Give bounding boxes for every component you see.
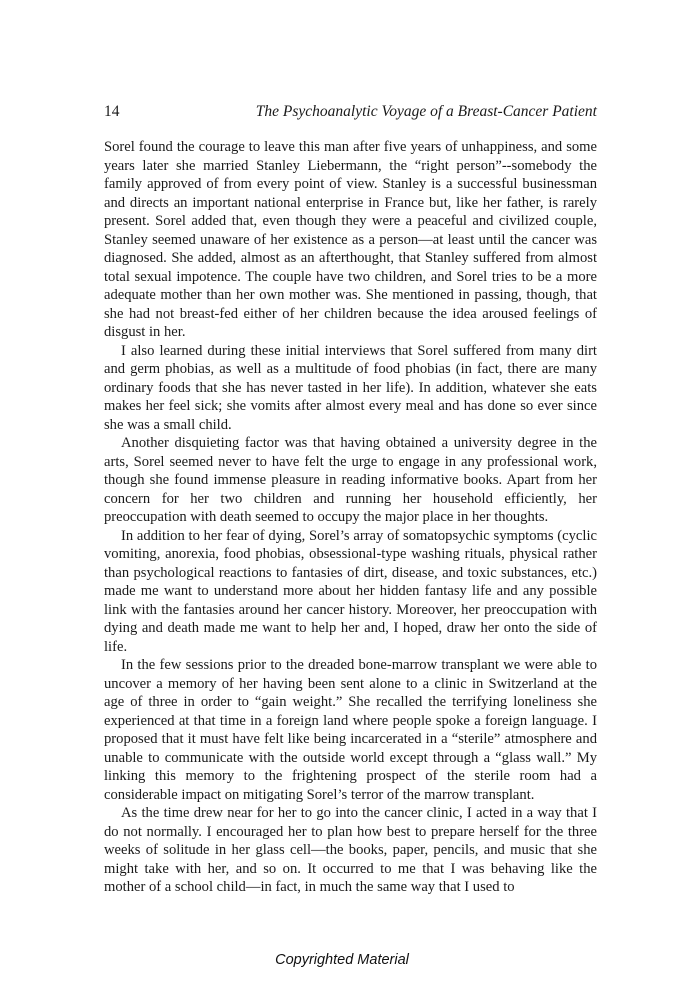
copyright-footer: Copyrighted Material	[275, 952, 409, 968]
paragraph-continued: Sorel found the courage to leave this man after five years of unhappiness, and some years later she married Stanley Liebermann, the “right person”--somebody the family approved of from every point of view. Stanley is a successful businessman and directs an important national enterprise in France but, like her father, is rarely present. Sorel added that, even though they were a peaceful and civilized couple, Stanley seemed unaware of her existence as a person—at least until the cancer was diagnosed. She added, almost as an afterthought, that Stanley suffered from almost total sexual impotence. The couple have two children, and Sorel tries to be a more adequate mother than her own mother was. She mentioned in passing, though, that she had not breast-fed either of her children because the idea aroused feelings of disgust in her.	[104, 139, 597, 340]
running-title: The Psychoanalytic Voyage of a Breast-Cancer Patient	[255, 103, 597, 120]
paragraph: I also learned during these initial interviews that Sorel suffered from many dirt and germ phobias, as well as a multitude of food phobias (in fact, there are many ordinary foods that she has never tasted in her life). In addition, whatever she eats makes her feel sick; she vomits after almost every meal and has done so ever since she was a small child.	[104, 342, 597, 433]
paragraph: In the few sessions prior to the dreaded bone-marrow transplant we were able to uncover a memory of her having been sent alone to a clinic in Switzerland at the age of three in order to “gain weight.” She recalled the terrifying loneliness she experienced at that time in a foreign land where people spoke a foreign language. I proposed that it must have felt like being incarcerated in a “sterile” atmosphere and unable to communicate with the outside world except through a “glass wall.” My linking this memory to the frightening prospect of the sterile room had a considerable impact on mitigating Sorel’s terror of the marrow transplant.	[104, 657, 597, 803]
paragraph: Another disquieting factor was that having obtained a university degree in the arts, Sorel seemed never to have felt the urge to engage in any professional work, though she found immense pleasure in reading informative books. Apart from her concern for her two children and running her household efficiently, her preoccupation with death seemed to occupy the major place in her thoughts.	[104, 435, 597, 525]
running-header	[104, 101, 597, 123]
paragraph: As the time drew near for her to go into the cancer clinic, I acted in a way that I do not normally. I encouraged her to plan how best to prepare herself for the three weeks of solitude in her glass cell—the books, paper, pencils, and music that she might take with her, and so on. It occurred to me that I was behaving like the mother of a school child—in fact, in much the same way that I used to	[104, 805, 597, 895]
paragraph: In addition to her fear of dying, Sorel’s array of somatopsychic symptoms (cyclic vomiting, anorexia, food phobias, obsessional-type washing rituals, physical rather than psychological reactions to fantasies of dirt, disease, and toxic substances, etc.) made me want to understand more about her hidden fantasy life and any possible link with the fantasies around her cancer history. Moreover, her preoccupation with dying and death made me want to help her and, I hoped, draw her onto the side of life.	[104, 527, 597, 655]
body-text	[104, 138, 597, 897]
page-number: 14	[104, 103, 120, 120]
